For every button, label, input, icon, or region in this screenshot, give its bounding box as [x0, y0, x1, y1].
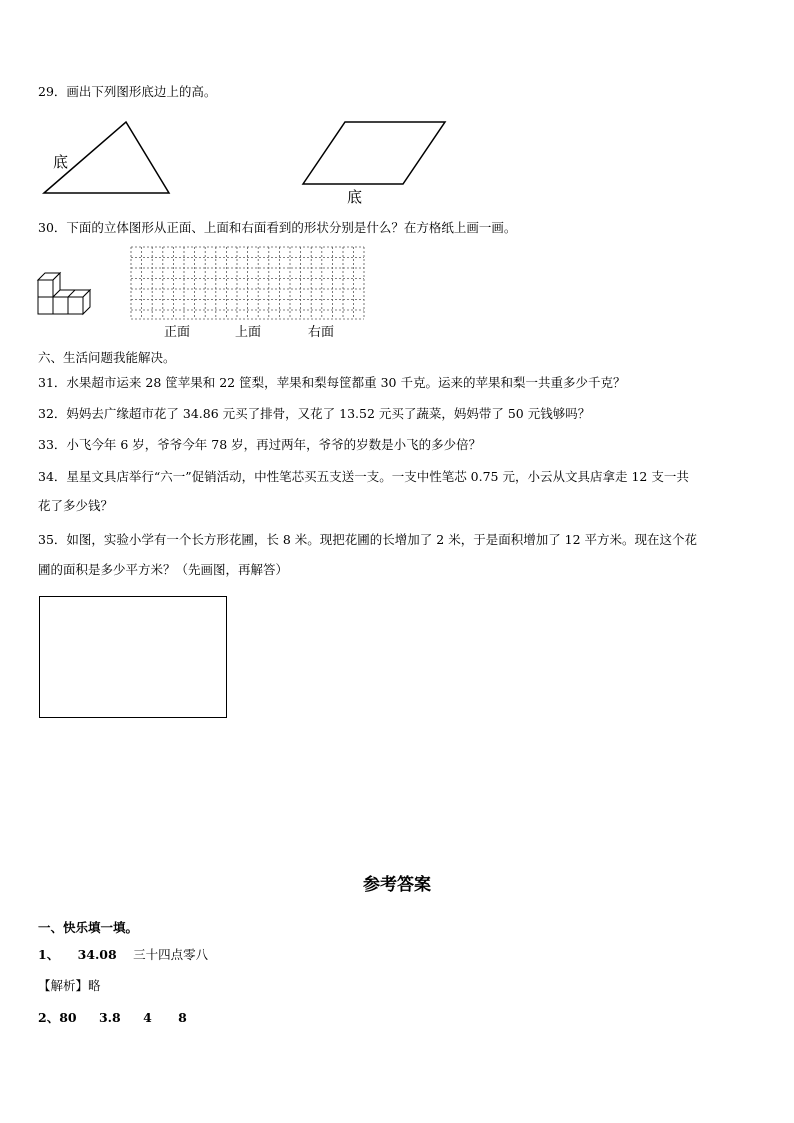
section-6-heading: 六、生活问题我能解决。: [38, 350, 176, 365]
question-30: 30．下面的立体图形从正面、上面和右面看到的形状分别是什么？在方格纸上画一画。: [38, 220, 517, 235]
parallelogram-figure: [298, 115, 450, 207]
answer-1-text: 三十四点零八: [133, 947, 209, 962]
answer-1-analysis: 【解析】略: [38, 978, 101, 993]
question-32: 32．妈妈去广缘超市花了 34.86 元买了排骨，又花了 13.52 元买了蔬菜，妈妈带了 50 元钱够吗？: [38, 406, 591, 421]
view-label-top: 上面: [235, 325, 262, 340]
view-label-front: 正面: [164, 325, 191, 340]
triangle-base-label: 底: [53, 153, 69, 171]
cube-stack-figure: [36, 268, 92, 318]
answer-2: [38, 1010, 187, 1026]
answer-1: [38, 947, 208, 963]
question-31: 31．水果超市运来 28 筐苹果和 22 筐梨，苹果和梨每筐都重 30 千克。运来的苹果和梨一共重多少千克？: [38, 375, 626, 390]
question-29: 29．画出下列图形底边上的高。: [38, 84, 217, 99]
grid-paper: [128, 244, 368, 342]
answer-1-number: 1、: [38, 947, 60, 962]
triangle-figure: [40, 115, 180, 197]
answers-title: 参考答案: [363, 875, 431, 895]
garden-rectangle: [38, 595, 230, 721]
question-35-line-1: 35．如图，实验小学有一个长方形花圃，长 8 米。现把花圃的长增加了 2 米，于是面积增加了 12 平方米。现在这个花: [38, 532, 698, 547]
answers-section-1: 一、快乐填一填。: [38, 920, 139, 935]
answer-2-value-1: 3.8: [98, 1010, 121, 1025]
answer-2-value-3: 8: [178, 1010, 187, 1025]
answer-2-number: 2、80: [38, 1010, 77, 1025]
question-34-line-2: 花了多少钱？: [38, 498, 114, 513]
answer-2-value-2: 4: [143, 1010, 152, 1025]
question-33: 33．小飞今年 6 岁，爷爷今年 78 岁，再过两年，爷爷的岁数是小飞的多少倍？: [38, 437, 482, 452]
view-label-right: 右面: [308, 325, 335, 340]
answer-1-value: 34.08: [77, 947, 117, 962]
question-35-line-2: 圃的面积是多少平方米？（先画图，再解答）: [38, 562, 289, 577]
question-34-line-1: 34．星星文具店举行“六一”促销活动，中性笔芯买五支送一支。一支中性笔芯 0.75 元，小云从文具店拿走 12 支一共: [38, 469, 689, 484]
parallelogram-base-label: 底: [347, 188, 363, 206]
